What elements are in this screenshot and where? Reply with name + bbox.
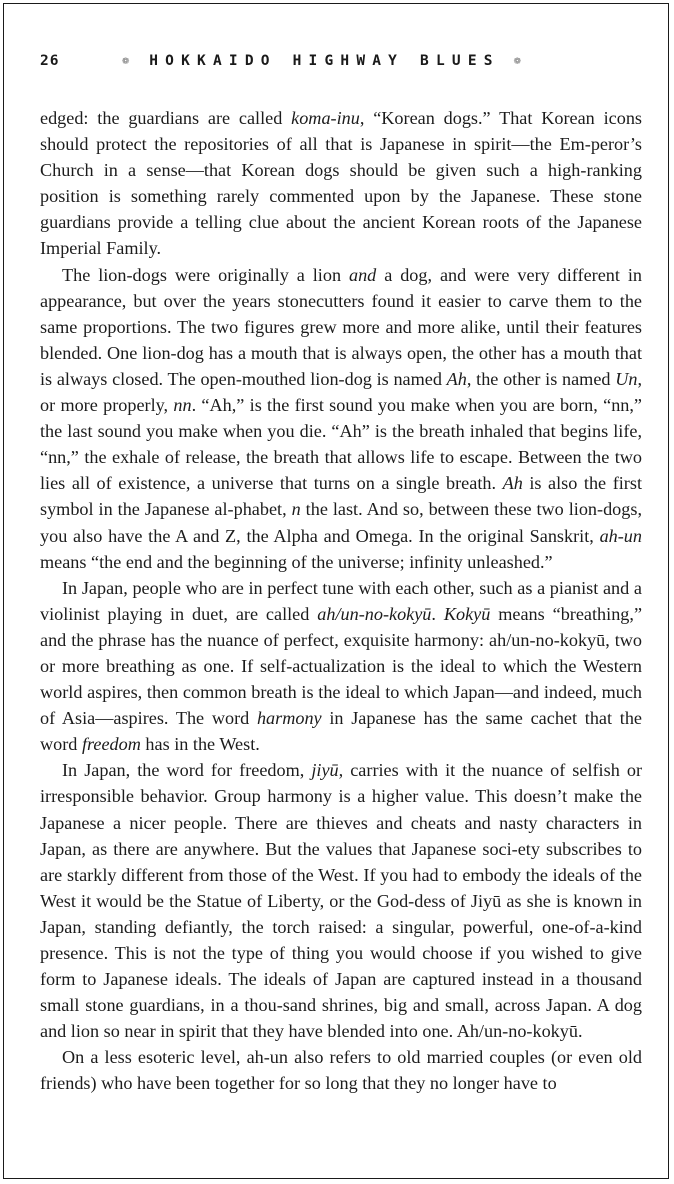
flower-ornament-icon: ❁ <box>513 53 521 67</box>
text-run: embody the ideals of the West it would be the Statue of Liberty, or the God- <box>40 864 643 911</box>
paragraph <box>40 1044 642 1096</box>
text-run: is the breath inhaled that begins life, “nn,” the exhale of release, the breath <box>40 421 642 468</box>
text-run: has in the West. <box>140 734 260 755</box>
text-run: which Japan—and indeed, much of Asia—aspires. The word <box>40 682 642 729</box>
book-page <box>3 3 669 1179</box>
text-run: In Japan, people who are in perfect tune with each other, such as a pianist <box>62 577 599 598</box>
paragraph <box>40 757 642 1044</box>
text-run: features blended. One lion-dog has a mouth that is always open, the other <box>40 316 642 363</box>
text-run: and Z, the Alpha and Omega. In the original Sanskrit, <box>193 525 600 546</box>
paragraph <box>40 105 642 262</box>
text-run: of the Japanese Imperial Family. <box>40 212 643 259</box>
text-run: ideal to which the Western world aspires, then common breath is the ideal to <box>40 655 643 703</box>
running-head-title-group <box>122 53 521 69</box>
text-run: ah/un-no-kokyū, two or more breathing as one. If self-actualization is the <box>40 629 643 676</box>
italic-text: Ah <box>446 368 467 389</box>
paragraph <box>40 262 642 575</box>
paragraph <box>40 575 642 758</box>
text-run: singular, powerful, one-of-a-kind presence. This is not the type of thing you <box>40 916 642 963</box>
italic-text: ah/un-no-kokyū <box>317 603 432 624</box>
text-run: sand shrines, big and small, across Japan. A dog and lion so near in spirit that <box>40 995 642 1042</box>
text-run: is also the first symbol in the Japanese al- <box>40 473 642 520</box>
text-run: old friends) who have been together for so long that they no longer have to <box>40 1047 643 1094</box>
italic-text: nn <box>173 395 192 416</box>
text-run: These stone guardians provide a telling clue about the ancient Korean roots <box>40 186 643 233</box>
text-run: make the Japanese a nicer people. There are thieves and cheats and nasty <box>40 786 643 833</box>
text-run: they have blended into one. Ah/un-no-kokyū. <box>252 1021 583 1042</box>
body-text <box>40 105 642 1097</box>
text-run: the same proportions. The two figures grew more and more alike, until their <box>40 290 643 337</box>
italic-text: koma-inu <box>291 108 360 128</box>
page-number: 26 <box>40 53 60 69</box>
text-run: . “Ah,” is the first sound you <box>191 395 406 416</box>
italic-text: Ah <box>502 473 523 494</box>
text-run: make when you are born, “nn,” the last sound you make when you die. “Ah” <box>40 395 643 442</box>
text-run: . <box>431 603 444 624</box>
italic-text: and <box>348 264 377 285</box>
text-run: edged: the guardians are called <box>40 108 292 128</box>
running-head <box>40 53 640 75</box>
text-run: and a violinist playing in duet, are called <box>40 577 642 624</box>
flower-ornament-icon: ❁ <box>122 53 130 67</box>
text-run: In Japan, the word for freedom, <box>62 760 312 781</box>
text-run: carries with it the nuance of selfish <box>343 760 620 781</box>
text-run: would choose if you wished to give form to Japanese ideals. The ideals of <box>40 943 643 990</box>
text-run: On a less esoteric level, ah-un also refers to old married couples (or even <box>62 1047 613 1068</box>
text-run: that allows life to escape. Between the two lies all of existence, a universe <box>40 447 642 494</box>
text-run: , <box>466 368 472 389</box>
italic-text: jiyū, <box>311 760 344 781</box>
italic-text: ah-un <box>599 525 642 546</box>
text-run: means “the end <box>40 551 153 572</box>
text-run: a dog, and were very different in <box>376 264 643 285</box>
text-run: means <box>490 603 545 624</box>
text-run: “breathing,” and the phrase has the nuance of perfect, exquisite harmony: <box>40 603 643 650</box>
text-run: , “Korean dogs.” That Korean icons <box>359 108 642 128</box>
text-run: , or more properly, <box>40 368 642 416</box>
text-run: phabet, <box>233 499 292 520</box>
italic-text: Kokyū <box>443 603 491 624</box>
text-run: appearance, but over the years stonecutters found it easier to carve them to <box>40 290 613 311</box>
text-run: has a mouth that is always closed. The open-mouthed lion-dog is named <box>40 342 643 389</box>
text-run: ety subscribes to are starkly different from those of the West. If you had to <box>40 838 642 885</box>
book-title: HOKKAIDO HIGHWAY BLUES <box>149 53 500 69</box>
italic-text: harmony <box>256 708 322 729</box>
text-run: in <box>321 708 344 729</box>
text-run: ranking position is something rarely commented upon by the Japanese. <box>40 160 642 207</box>
text-run: peror’s Church in a sense—that Korean dogs should be given such a high- <box>40 134 642 181</box>
text-run: the other is named <box>476 368 616 389</box>
italic-text: Un <box>615 368 638 389</box>
text-run: dess of Jiyū as she is known in Japan, standing defiantly, the torch raised: a <box>40 890 642 937</box>
text-run: the last. And so, between these two lion-dogs, you also have the A <box>40 499 642 546</box>
text-run: The lion-dogs were originally a lion <box>62 264 349 285</box>
text-run: or irresponsible behavior. Group harmony is a higher value. This doesn’t <box>40 760 643 807</box>
text-run: characters in Japan, as there are anywhere. But the values that Japanese soci- <box>40 812 642 859</box>
text-run: and the beginning of the universe; infinity unleashed.” <box>156 551 553 572</box>
text-run: Japanese has the same cachet that the word <box>40 708 642 755</box>
text-run: Japan are captured instead in a thousand small stone guardians, in a thou- <box>40 969 642 1016</box>
italic-text: n <box>291 499 301 520</box>
text-run: should protect the repositories of all that is Japanese in spirit—the Em- <box>40 134 591 155</box>
text-run: that turns on a single breath. <box>279 473 503 494</box>
italic-text: freedom <box>81 734 141 755</box>
